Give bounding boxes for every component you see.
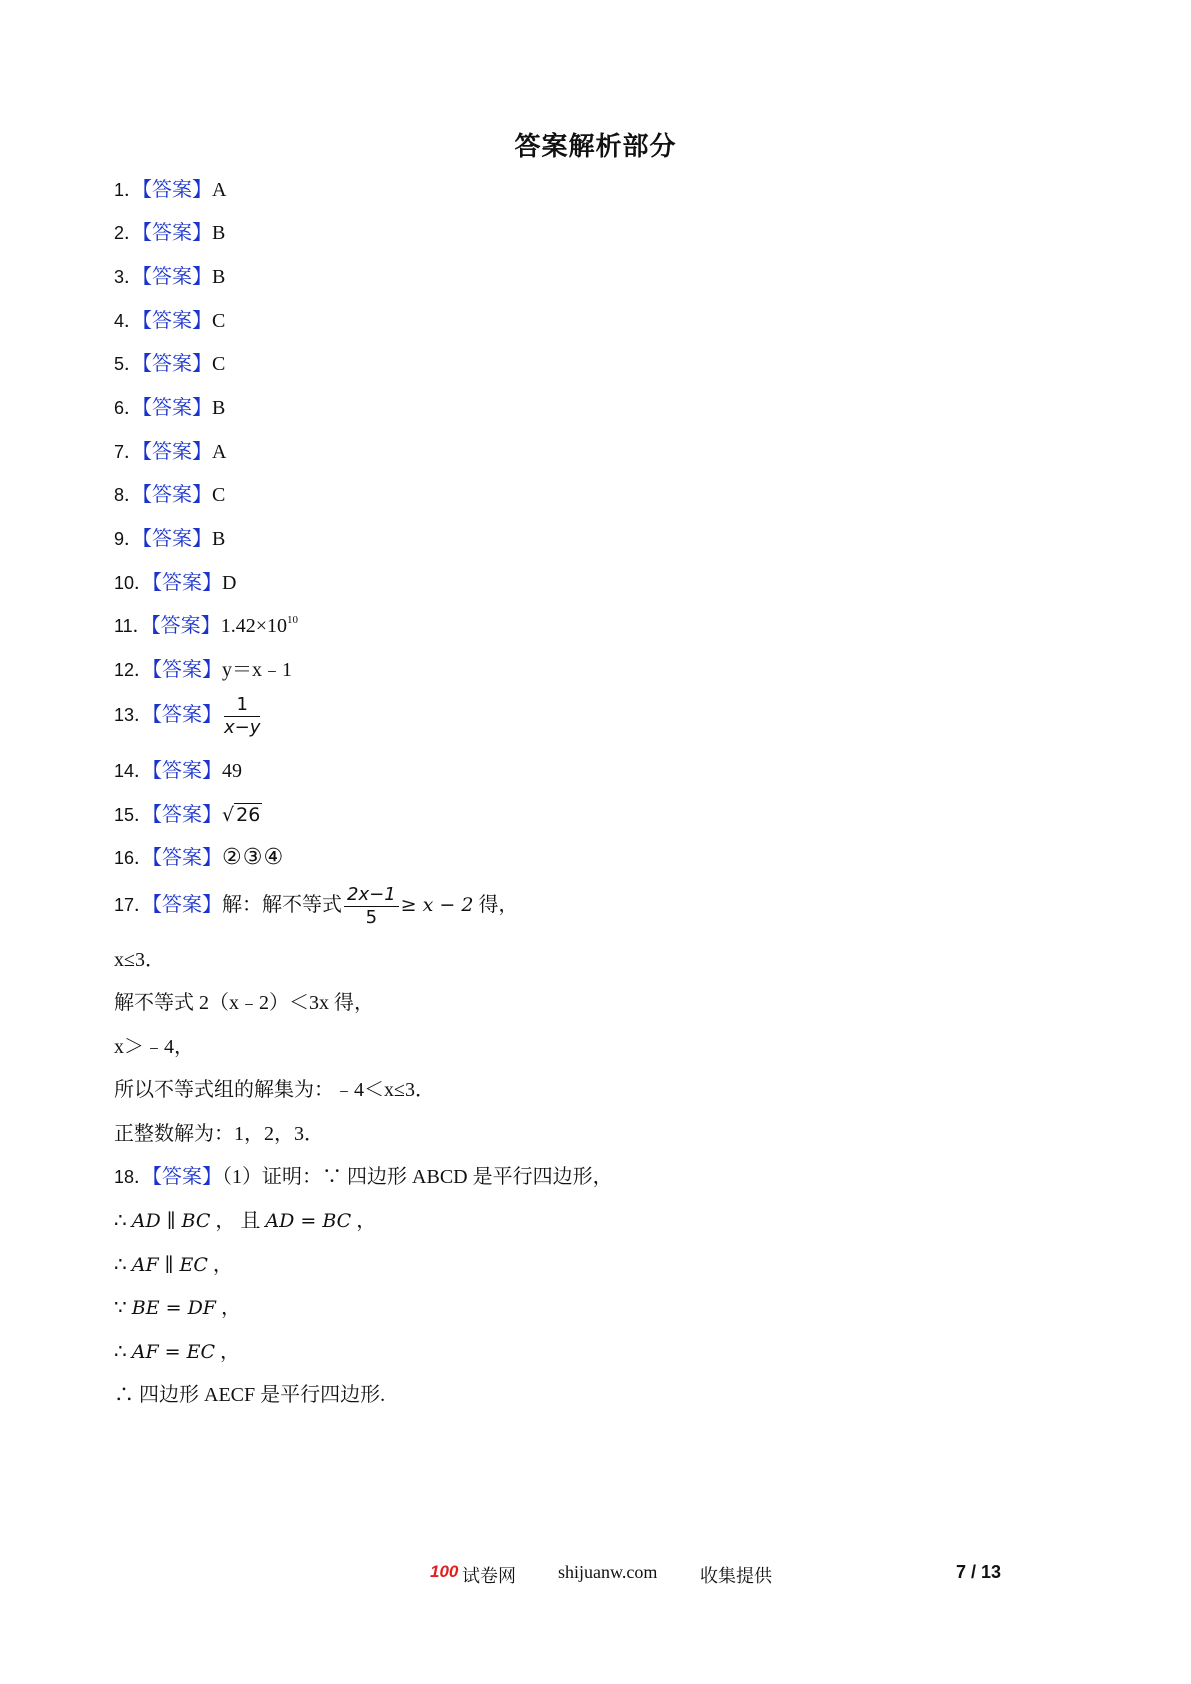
answer-row: 4．【答案】C [114,310,226,332]
answer-row: 3．【答案】B [114,266,226,288]
proof-line: ∴ AF ∥ EC ， [114,1254,233,1276]
answer-row: 1．【答案】A [114,179,227,201]
answer-row: 6．【答案】B [114,397,226,419]
answer-row: 10．【答案】D [114,572,237,594]
answer-row: 8．【答案】C [114,484,226,506]
answer-row: 7．【答案】A [114,441,227,463]
answer-row: 2．【答案】B [114,222,226,244]
fraction: $\frac{1}{x-y}$ [224,693,261,738]
answer-row: 11．【答案】$1.42\times 10^{10}$ [114,614,298,637]
fraction: $\frac{2x-1}{5}$ [344,884,399,929]
solution-line: x＞﹣4， [114,1036,194,1058]
footer-site-link[interactable]: shijuanw.com [558,1562,658,1582]
answer-row: 13．【答案】 $\frac{1}{x-y}$ [114,693,261,738]
page-title: 答案解析部分 [514,132,677,162]
solution-line: 解不等式 2（x﹣2）＜3x 得， [114,992,374,1014]
square-root: √ 26 [222,804,261,826]
answer-row: 14．【答案】49 [114,760,243,782]
footer-collect-text: 收集提供 [700,1566,772,1586]
proof-line: ∴ 四边形 AECF 是平行四边形. [114,1384,386,1406]
site-logo: 100 [430,1562,459,1581]
answer-row: 5．【答案】C [114,353,226,375]
answer-row: 16．【答案】②③④ [114,845,285,870]
page-footer [0,1560,1191,1590]
solution-line: 正整数解为：1，2，3． [114,1123,324,1145]
answer-row: 12．【答案】y＝x﹣1 [114,659,293,681]
answer-row: 15．【答案】√ 26 [114,804,261,826]
answer-row: 9．【答案】B [114,528,226,550]
solution-line: x≤3． [114,949,165,971]
proof-line: ∴ AF = EC ， [114,1341,241,1363]
answer-row-18: 18．【答案】（1）证明：∵ 四边形 ABCD 是平行四边形， [114,1166,613,1188]
answer-row-17: 17．【答案】解：解不等式 $\frac{2x-1}{5}$ ≥ x − 2 得， [114,883,519,928]
page-number: 7 / 13 [956,1562,1002,1582]
solution-line: 所以不等式组的解集为：﹣4＜x≤3． [114,1079,435,1101]
proof-line: ∴ AD ∥ BC ， 且 AD = BC ， [114,1210,377,1232]
proof-line: ∵ BE = DF ， [114,1297,241,1319]
exponent: 10 [286,614,298,626]
footer-brand: 试卷网 [462,1566,516,1586]
